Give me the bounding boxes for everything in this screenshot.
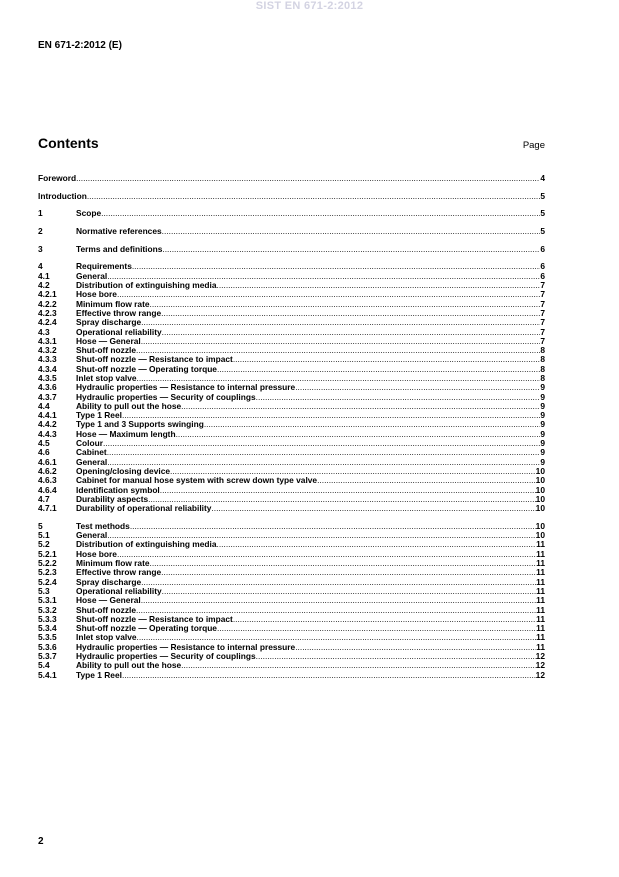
toc-entry-number: 4.4.2 xyxy=(38,420,57,430)
toc-entry-title: Spray discharge xyxy=(76,577,142,587)
toc-entry-title: Hydraulic properties — Security of couplings xyxy=(76,392,256,402)
toc-entry[interactable] xyxy=(38,209,545,218)
toc-entry-title: Identification symbol xyxy=(76,485,160,495)
toc-leader-dots xyxy=(117,290,540,299)
toc-entry-title: Cabinet xyxy=(76,448,107,458)
toc-entry[interactable] xyxy=(38,402,545,411)
toc-entry-number: 5.3.3 xyxy=(38,614,57,624)
toc-entry[interactable] xyxy=(38,476,545,485)
toc-entry-number: 4.3.5 xyxy=(38,374,57,383)
toc-entry[interactable] xyxy=(38,355,545,364)
toc-entry-number: 5.3.6 xyxy=(38,642,57,652)
toc-entry-page: 11 xyxy=(536,559,545,569)
toc-entry-number: 4.7 xyxy=(38,494,50,504)
toc-entry-number: 4.3.4 xyxy=(38,364,57,374)
toc-entry-page: 10 xyxy=(535,476,545,486)
toc-entry-title: General xyxy=(76,271,108,281)
toc-entry-page: 11 xyxy=(536,633,545,643)
table-of-contents xyxy=(38,174,545,680)
toc-entry-title: Hydraulic properties — Resistance to internal pressure xyxy=(76,383,296,393)
toc-leader-dots xyxy=(181,661,536,670)
toc-entry-number: 4.3.3 xyxy=(38,355,57,365)
toc-entry-number: 5.3.7 xyxy=(38,652,57,661)
toc-entry-title: Introduction xyxy=(38,191,87,201)
toc-entry[interactable] xyxy=(38,596,545,605)
toc-entry-page: 11 xyxy=(536,549,545,559)
toc-entry-number: 4.4.1 xyxy=(38,411,57,421)
toc-entry-page: 11 xyxy=(536,596,545,606)
toc-entry-number: 5.3.1 xyxy=(38,596,57,606)
toc-entry-number: 4.2.4 xyxy=(38,318,57,328)
toc-leader-dots xyxy=(211,504,535,513)
toc-leader-dots xyxy=(107,448,541,457)
toc-leader-dots xyxy=(162,245,540,254)
toc-entry-title: Inlet stop valve xyxy=(76,633,137,643)
toc-entry-page: 12 xyxy=(535,661,545,671)
toc-leader-dots xyxy=(256,652,536,661)
toc-entry-title: General xyxy=(76,531,108,541)
toc-entry-page: 9 xyxy=(540,420,545,430)
toc-entry-number: 4.2.3 xyxy=(38,308,57,318)
toc-leader-dots xyxy=(162,587,537,596)
toc-entry-page: 8 xyxy=(540,364,545,374)
toc-leader-dots xyxy=(150,300,541,309)
toc-entry-page: 7 xyxy=(540,299,545,309)
toc-entry[interactable] xyxy=(38,633,545,642)
toc-entry-number: 4.6 xyxy=(38,448,50,458)
toc-entry-page: 11 xyxy=(536,540,545,550)
toc-entry-number: 5.4 xyxy=(38,661,50,671)
toc-entry-number: 5.3 xyxy=(38,586,50,596)
toc-entry[interactable] xyxy=(38,365,545,374)
toc-entry-page: 11 xyxy=(536,624,545,634)
toc-entry[interactable] xyxy=(38,615,545,624)
toc-entry-page: 6 xyxy=(540,244,545,254)
toc-entry-title: Foreword xyxy=(38,174,77,183)
toc-entry-title: Distribution of extinguishing media xyxy=(76,281,217,291)
toc-entry-page: 7 xyxy=(540,290,545,300)
toc-entry-page: 7 xyxy=(540,318,545,328)
toc-entry[interactable] xyxy=(38,559,545,568)
toc-entry-title: Shut-off nozzle xyxy=(76,346,137,356)
toc-entry-page: 11 xyxy=(536,586,545,596)
toc-entry[interactable] xyxy=(38,504,545,513)
toc-entry-page: 6 xyxy=(540,271,545,281)
toc-entry-number: 4.4 xyxy=(38,401,50,411)
toc-entry-number: 4.3.2 xyxy=(38,346,57,356)
toc-entry-title: Shut-off nozzle xyxy=(76,605,137,615)
toc-entry-title: General xyxy=(76,457,108,467)
watermark: SIST EN 671-2:2012 xyxy=(255,0,364,12)
toc-entry-page: 10 xyxy=(535,485,545,495)
toc-entry[interactable] xyxy=(38,568,545,577)
toc-leader-dots xyxy=(317,476,536,485)
toc-entry-page: 12 xyxy=(535,652,545,661)
toc-entry[interactable] xyxy=(38,448,545,457)
toc-entry-number: 4 xyxy=(38,262,43,272)
toc-leader-dots xyxy=(217,281,541,290)
toc-leader-dots xyxy=(170,467,536,476)
toc-entry[interactable] xyxy=(38,383,545,392)
toc-entry-number: 4.6.3 xyxy=(38,476,57,486)
toc-entry-title: Effective throw range xyxy=(76,308,162,318)
toc-entry[interactable] xyxy=(38,300,545,309)
toc-leader-dots xyxy=(87,192,540,201)
toc-leader-dots xyxy=(256,393,541,402)
toc-entry-title: Shut-off nozzle — Operating torque xyxy=(76,364,217,374)
toc-entry-page: 9 xyxy=(540,457,545,467)
toc-leader-dots xyxy=(233,355,541,364)
toc-leader-dots xyxy=(181,402,540,411)
toc-entry-page: 7 xyxy=(540,308,545,318)
toc-entry-page: 7 xyxy=(540,336,545,346)
toc-entry-number: 4.2 xyxy=(38,281,50,291)
toc-entry[interactable] xyxy=(38,309,545,318)
toc-leader-dots xyxy=(161,568,536,577)
toc-entry-number: 4.7.1 xyxy=(38,504,57,514)
toc-leader-dots xyxy=(295,643,536,652)
toc-leader-dots xyxy=(176,430,541,439)
toc-entry-title: Ability to pull out the hose xyxy=(76,401,182,411)
toc-leader-dots xyxy=(204,420,541,429)
toc-entry-page: 5 xyxy=(540,191,545,201)
toc-entry-number: 4.3.7 xyxy=(38,392,57,402)
toc-entry[interactable] xyxy=(38,531,545,540)
toc-entry-page: 9 xyxy=(540,429,545,439)
toc-entry-title: Normative references xyxy=(76,227,162,237)
toc-entry-page: 10 xyxy=(535,466,545,476)
toc-leader-dots xyxy=(141,318,540,327)
toc-entry-page: 11 xyxy=(536,605,545,615)
toc-entry-page: 4 xyxy=(540,174,545,183)
toc-leader-dots xyxy=(141,578,536,587)
toc-entry-number: 2 xyxy=(38,227,43,237)
toc-entry-title: Ability to pull out the hose xyxy=(76,661,182,671)
toc-entry-number: 5.4.1 xyxy=(38,670,57,680)
toc-entry-page: 10 xyxy=(535,521,545,531)
toc-entry-number: 5.3.4 xyxy=(38,624,57,634)
toc-entry-page: 11 xyxy=(536,568,545,578)
toc-entry-title: Type 1 Reel xyxy=(76,670,122,680)
toc-leader-dots xyxy=(103,439,540,448)
toc-entry[interactable] xyxy=(38,540,545,549)
toc-leader-dots xyxy=(136,606,536,615)
toc-leader-dots xyxy=(217,365,540,374)
toc-leader-dots xyxy=(233,615,536,624)
toc-entry-number: 5.2.1 xyxy=(38,549,57,559)
toc-entry-page: 7 xyxy=(540,327,545,337)
toc-entry-number: 5 xyxy=(38,521,43,531)
toc-entry-number: 4.4.3 xyxy=(38,429,57,439)
toc-entry[interactable] xyxy=(38,393,545,402)
toc-leader-dots xyxy=(137,374,541,383)
toc-entry-number: 4.6.4 xyxy=(38,485,57,495)
toc-entry-title: Shut-off nozzle — Operating torque xyxy=(76,624,217,634)
toc-entry[interactable] xyxy=(38,624,545,633)
toc-entry-title: Opening/closing device xyxy=(76,466,171,476)
toc-leader-dots xyxy=(132,262,540,271)
toc-entry-number: 5.1 xyxy=(38,531,50,541)
toc-entry-title: Operational reliability xyxy=(76,327,162,337)
toc-entry[interactable] xyxy=(38,439,545,448)
page-number: 2 xyxy=(38,836,44,847)
toc-entry-title: Hose bore xyxy=(76,549,117,559)
toc-entry-page: 5 xyxy=(540,209,545,219)
toc-entry[interactable] xyxy=(38,245,545,254)
toc-entry[interactable] xyxy=(38,458,545,467)
toc-leader-dots xyxy=(107,531,535,540)
toc-entry-title: Type 1 and 3 Supports swinging xyxy=(76,420,204,430)
toc-entry-number: 1 xyxy=(38,209,43,219)
document-id: EN 671-2:2012 (E) xyxy=(38,40,122,51)
toc-entry[interactable] xyxy=(38,652,545,661)
toc-entry-number: 3 xyxy=(38,244,43,254)
toc-entry-title: Requirements xyxy=(76,262,132,272)
toc-entry-number: 4.6.1 xyxy=(38,457,57,467)
toc-entry-number: 4.2.1 xyxy=(38,290,57,300)
toc-entry-title: Spray discharge xyxy=(76,318,142,328)
toc-entry-page: 9 xyxy=(540,401,545,411)
toc-entry[interactable] xyxy=(38,374,545,383)
toc-entry-number: 4.1 xyxy=(38,271,50,281)
toc-leader-dots xyxy=(137,633,537,642)
toc-entry-number: 4.3 xyxy=(38,327,50,337)
toc-entry-title: Hose — Maximum length xyxy=(76,429,176,439)
toc-entry-title: Minimum flow rate xyxy=(76,559,150,569)
toc-entry-number: 4.3.1 xyxy=(38,336,57,346)
toc-entry-title: Hose — General xyxy=(76,596,141,606)
toc-entry[interactable] xyxy=(38,671,545,680)
toc-entry[interactable] xyxy=(38,174,545,183)
toc-entry-page: 10 xyxy=(535,494,545,504)
toc-entry-title: Minimum flow rate xyxy=(76,299,150,309)
toc-entry-title: Cabinet for manual hose system with screw down type valve xyxy=(76,476,318,486)
toc-entry[interactable] xyxy=(38,346,545,355)
toc-entry-page: 9 xyxy=(540,392,545,402)
toc-entry[interactable] xyxy=(38,318,545,327)
toc-entry-page: 11 xyxy=(536,614,545,624)
toc-entry[interactable] xyxy=(38,290,545,299)
toc-entry[interactable] xyxy=(38,550,545,559)
toc-leader-dots xyxy=(160,486,536,495)
toc-entry[interactable] xyxy=(38,661,545,670)
toc-entry-title: Test methods xyxy=(76,521,130,531)
toc-leader-dots xyxy=(148,495,536,504)
toc-leader-dots xyxy=(162,227,541,236)
toc-entry-number: 4.2.2 xyxy=(38,299,57,309)
toc-entry[interactable] xyxy=(38,643,545,652)
toc-entry[interactable] xyxy=(38,192,545,201)
toc-leader-dots xyxy=(130,522,536,531)
toc-leader-dots xyxy=(150,559,537,568)
toc-entry-title: Durability of operational reliability xyxy=(76,504,212,514)
toc-entry-title: Type 1 Reel xyxy=(76,411,122,421)
toc-leader-dots xyxy=(101,209,540,218)
toc-entry-page: 5 xyxy=(540,227,545,237)
toc-entry[interactable] xyxy=(38,430,545,439)
toc-entry-title: Durability aspects xyxy=(76,494,149,504)
toc-entry[interactable] xyxy=(38,486,545,495)
toc-entry-number: 5.3.5 xyxy=(38,633,57,643)
toc-entry[interactable] xyxy=(38,606,545,615)
toc-entry[interactable] xyxy=(38,587,545,596)
toc-leader-dots xyxy=(117,550,536,559)
toc-entry-title: Distribution of extinguishing media xyxy=(76,540,217,550)
toc-entry-title: Shut-off nozzle — Resistance to impact xyxy=(76,614,233,624)
toc-entry[interactable] xyxy=(38,272,545,281)
toc-entry-title: Effective throw range xyxy=(76,568,162,578)
toc-leader-dots xyxy=(217,624,536,633)
toc-entry-number: 5.3.2 xyxy=(38,605,57,615)
toc-entry-page: 10 xyxy=(535,531,545,541)
toc-leader-dots xyxy=(122,411,540,420)
toc-entry-page: 10 xyxy=(535,504,545,514)
toc-leader-dots xyxy=(295,383,540,392)
toc-entry-number: 4.5 xyxy=(38,439,50,449)
toc-entry-page: 6 xyxy=(540,262,545,272)
toc-entry[interactable] xyxy=(38,227,545,236)
toc-entry-number: 5.2.4 xyxy=(38,577,57,587)
toc-entry[interactable] xyxy=(38,262,545,271)
toc-leader-dots xyxy=(162,328,541,337)
toc-entry[interactable] xyxy=(38,281,545,290)
toc-entry-page: 8 xyxy=(540,374,545,383)
toc-leader-dots xyxy=(107,272,540,281)
toc-entry-page: 9 xyxy=(540,448,545,458)
toc-entry-page: 7 xyxy=(540,281,545,291)
contents-heading: Contents xyxy=(38,135,99,151)
toc-entry[interactable] xyxy=(38,578,545,587)
toc-leader-dots xyxy=(122,671,536,680)
toc-entry[interactable] xyxy=(38,328,545,337)
toc-entry-title: Hose bore xyxy=(76,290,117,300)
toc-entry-title: Operational reliability xyxy=(76,586,162,596)
toc-entry-number: 5.2 xyxy=(38,540,50,550)
toc-entry-title: Terms and definitions xyxy=(76,244,163,254)
toc-entry-title: Colour xyxy=(76,439,103,449)
toc-entry[interactable] xyxy=(38,411,545,420)
toc-leader-dots xyxy=(217,540,537,549)
toc-entry-number: 4.3.6 xyxy=(38,383,57,393)
toc-entry-page: 8 xyxy=(540,355,545,365)
toc-leader-dots xyxy=(107,458,540,467)
toc-entry-page: 9 xyxy=(540,439,545,449)
toc-entry-page: 11 xyxy=(536,577,545,587)
toc-entry[interactable] xyxy=(38,495,545,504)
toc-entry-title: Hydraulic properties — Security of couplings xyxy=(76,652,256,661)
page-column-label: Page xyxy=(522,140,545,151)
toc-entry-number: 5.2.2 xyxy=(38,559,57,569)
toc-entry-title: Shut-off nozzle — Resistance to impact xyxy=(76,355,233,365)
toc-leader-dots xyxy=(76,174,540,183)
toc-leader-dots xyxy=(141,337,541,346)
toc-leader-dots xyxy=(141,596,536,605)
toc-entry-title: Inlet stop valve xyxy=(76,374,137,383)
toc-entry[interactable] xyxy=(38,420,545,429)
toc-leader-dots xyxy=(136,346,540,355)
toc-entry[interactable] xyxy=(38,522,545,531)
toc-entry-number: 4.6.2 xyxy=(38,466,57,476)
toc-entry-number: 5.2.3 xyxy=(38,568,57,578)
toc-entry[interactable] xyxy=(38,337,545,346)
toc-leader-dots xyxy=(161,309,540,318)
toc-entry-page: 8 xyxy=(540,346,545,356)
toc-entry-title: Scope xyxy=(76,209,102,219)
toc-entry[interactable] xyxy=(38,467,545,476)
toc-entry-page: 9 xyxy=(540,411,545,421)
toc-entry-title: Hydraulic properties — Resistance to internal pressure xyxy=(76,642,296,652)
toc-entry-page: 12 xyxy=(535,670,545,680)
toc-entry-page: 9 xyxy=(540,383,545,393)
toc-entry-page: 11 xyxy=(536,642,545,652)
toc-entry-title: Hose — General xyxy=(76,336,141,346)
